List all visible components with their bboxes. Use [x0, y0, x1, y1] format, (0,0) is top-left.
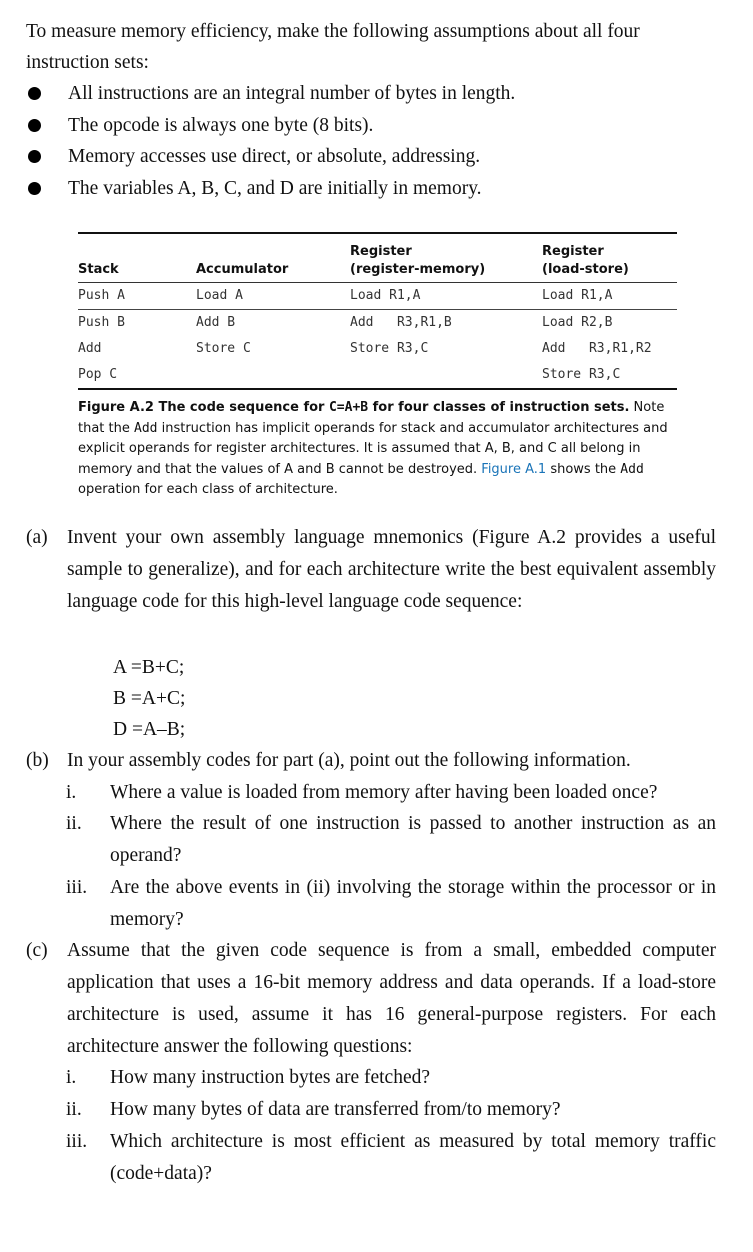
document-page: To measure memory efficiency, make the following assumptions about all four instruction sets: All instructions are an integral number of bytes in length. The opcode is always one byte (8 bits). Memory accesses use direct, or absolute, addressing. The variables A, B, C, and D are initially in memory. Stack Accumulator Register (register-memory) Register (load-store) Push A Load A Load R1,A Load R1,A Push B Add B Add R3,R1,B Load R2,B Add Store C Store R3,C Add R3,R1,R2 Pop C Store R3,C Figure A.2 The code sequence for C=A+B for four classes of instruction sets. Note that the Add instruction has implicit operands for stack and accumulator architectures and explicit operands for register architectures. It is assumed that A, B, and C all belong in memory and that the values of A and B cannot be destroyed. Figure A.1 shows the Add operation for each class of architecture. (a) Invent your own assembly language mnemonics (Figure A.2 provides a useful sample to generalize), and for each architecture write the best equivalent assembly language code for this high-level language code sequence: A =B+C; B =A+C; D =A–B; (b) In your assembly codes for part (a), point out the following information. i. Where a value is loaded from memory after having been loaded once? ii. Where the result of one instruction is passed to another instruction as an operand? iii. Are the above events in (ii) involving the storage within the processor or in memory? (c) Assume that the given code sequence is from a small, embedded computer application that uses a 16-bit memory address and data operands. If a load-store architecture is used, assume it has 16 general-purpose registers. For each architecture answer the following questions: i. How many instruction bytes are fetched? ii. How many bytes of data are transferred from/to memory? iii. Which architecture is most efficient as measured by total memory traffic (code+data)? — [0, 0, 753, 1252]
header-accumulator: Accumulator — [196, 234, 350, 283]
figure-a1-link[interactable]: Figure A.1 — [481, 461, 547, 477]
list-item: The variables A, B, C, and D are initially in memory. — [26, 173, 722, 205]
figure-caption: Figure A.2 The code sequence for C=A+B for four classes of instruction sets. Note that the Add instruction has implicit operands for stack and accumulator architectures and explicit operands for register architectures. It is assumed that A, B, and C all belong in memory and that the values of A and B cannot be destroyed. Figure A.1 shows the Add operation for each class of architecture. — [78, 400, 668, 497]
question-c-text: Assume that the given code sequence is from a small, embedded computer application that uses a 16-bit memory address and data operands. If a load-store architecture is used, assume it has 16 general-purpose registers. For each architecture answer the following questions: — [67, 940, 716, 1057]
code-line: D =A–B; — [113, 719, 186, 740]
table-row: Push A Load A Load R1,A Load R1,A — [78, 288, 613, 303]
question-a-text: Invent your own assembly language mnemonics (Figure A.2 provides a useful sample to generalize), and for each architecture write the best equivalent assembly language code for this high-level language code sequence: — [67, 527, 716, 612]
header-stack: Stack — [78, 234, 196, 283]
bullet-icon — [28, 150, 41, 163]
intro-paragraph: To measure memory efficiency, make the following assumptions about all four instruction sets: — [26, 21, 640, 73]
list-item: Memory accesses use direct, or absolute, addressing. — [26, 141, 722, 173]
code-sequence-table — [78, 234, 677, 390]
code-line: B =A+C; — [113, 688, 186, 709]
question-a-label: (a) — [26, 527, 48, 548]
table-row: Add Store C Store R3,C Add R3,R1,R2 — [78, 341, 652, 356]
table-header-row — [78, 234, 677, 283]
list-item: All instructions are an integral number of bytes in length. — [26, 78, 722, 110]
header-register-memory: Register (register-memory) — [350, 234, 542, 283]
code-block — [113, 652, 185, 745]
question-c-label: (c) — [26, 940, 48, 961]
code-line: A =B+C; — [113, 657, 185, 678]
figure-a2 — [78, 232, 677, 501]
question-b-label: (b) — [26, 750, 49, 771]
bullet-icon — [28, 87, 41, 100]
bullet-icon — [28, 182, 41, 195]
assumption-list — [26, 78, 722, 204]
bullet-icon — [28, 119, 41, 132]
table-row: Pop C Store R3,C — [78, 362, 677, 389]
table-row: Push B Add B Add R3,R1,B Load R2,B — [78, 310, 677, 337]
header-load-store: Register (load-store) — [542, 234, 677, 283]
list-item: The opcode is always one byte (8 bits). — [26, 110, 722, 142]
question-b-text: In your assembly codes for part (a), point out the following information. — [67, 750, 631, 771]
